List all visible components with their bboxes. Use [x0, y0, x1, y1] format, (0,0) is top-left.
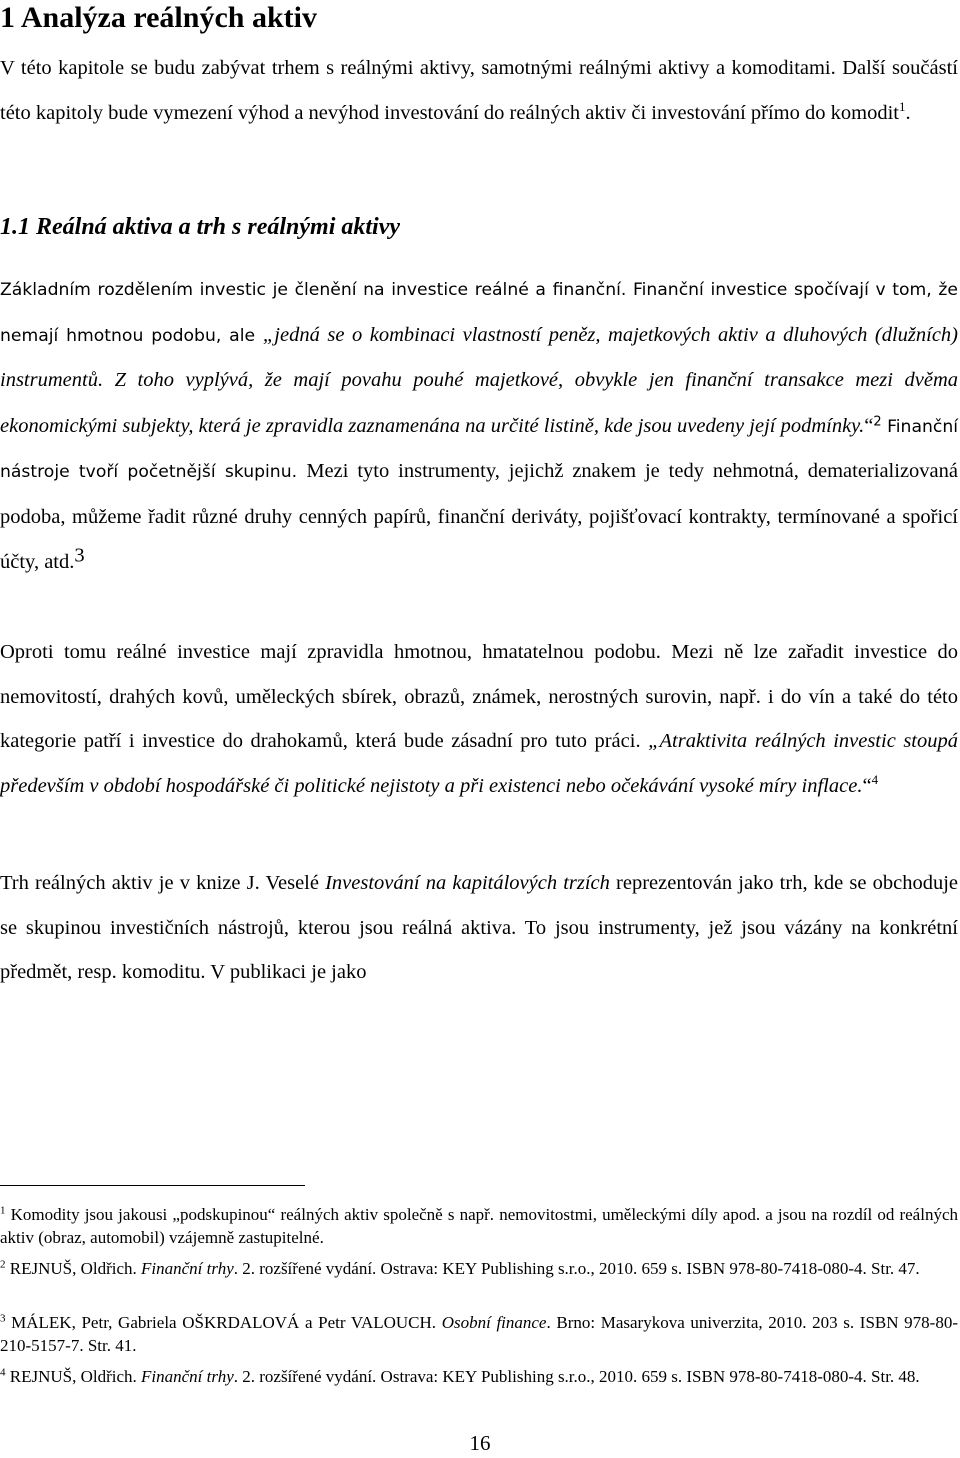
- footnote-4: $^4$ REJNUŠ, Oldřich. Finanční trhy. 2. rozšířené vydání. Ostrava: KEY Publishing s.r.o., 2010. 659 s. ISBN 978-80-7418-080-4. Str. 48.: [0, 1366, 920, 1386]
- footnote-ref-4[interactable]: 4: [871, 771, 879, 787]
- intro-text: V této kapitole se budu zabývat trhem s reálnými aktivy, samotnými reálnými aktivy a komoditami. Další součástí této kapitoly bude vymezení výhod a nevýhod investování do reálných aktiv či investování přímo do komodit: [0, 57, 958, 124]
- book-title: Investování na kapitálových trzích: [325, 872, 610, 894]
- section-paragraph-1: Základním rozdělením investic je členění na investice reálné a finanční. Finanční investice spočívají v tom, že nemají hmotnou podobu, ale „jedná se o kombinaci vlastností peněz, majetkových aktiv a dluhových (dlužních) instrumentů. Z toho vyplývá, že mají povahu pouhé majetkové, obvykle jen finanční transakce mezi dvěma ekonomickými subjekty, která je zpravidla zaznamenána na určité listině, kde jsou uvedeny její podmínky.“$^2$ Finanční nástroje tvoří početnější skupinu. Mezi tyto instrumenty, jejichž znakem je tedy nehmotná, dematerializovaná podoba, můžeme řadit různé druhy cenných papírů, finanční deriváty, pojišťovací kontrakty, termínované a spořicí účty, atd.$^3$: [0, 280, 958, 573]
- footnote-separator: [0, 1185, 305, 1186]
- footnote-1: $^1$ Komodity jsou jakousi „podskupinou“ reálných aktiv společně s např. nemovitostmi, uměleckými díly apod. a jsou na rozdíl od reálných aktiv (obraz, automobil) vzájemně zastupitelné.: [0, 1204, 958, 1247]
- section-paragraph-3: Trh reálných aktiv je v knize J. Veselé Investování na kapitálových trzích reprezentován jako trh, kde se obchoduje se skupinou investičních nástrojů, kterou jsou reálná aktiva. To jsou instrumenty, jež jsou vázány na konkrétní předmět, resp. komoditu. V publikaci je jako: [0, 872, 959, 983]
- chapter-intro-paragraph: V této kapitole se budu zabývat trhem s reálnými aktivy, samotnými reálnými aktivy a komoditami. Další součástí této kapitoly bude vymezení výhod a nevýhod investování do reálných aktiv či investování přímo do komodit$^1$.: [0, 57, 958, 124]
- footnote-ref-3[interactable]: 3: [74, 544, 85, 567]
- footnote-3: $^3$ MÁLEK, Petr, Gabriela OŠKRDALOVÁ a Petr VALOUCH. Osobní finance. Brno: Masarykova univerzita, 2010. 203 s. ISBN 978-80-210-5157-7. Str. 41.: [0, 1312, 958, 1355]
- section-paragraph-2: Oproti tomu reálné investice mají zpravidla hmotnou, hmatatelnou podobu. Mezi ně lze zařadit investice do nemovitostí, drahých kovů, uměleckých sbírek, obrazů, známek, nerostných surovin, např. i do vín a také do této kategorie patří i investice do drahokamů, která bude zásadní pro tuto práci. „Atraktivita reálných investic stoupá především v období hospodářské či politické nejistoty a při existenci nebo očekávání vysoké míry inflace.“$^4$: [0, 641, 958, 797]
- chapter-title: 1 Analýza reálných aktiv: [0, 1, 317, 34]
- quote-real-investments: „Atraktivita reálných investic stoupá především v období hospodářské či politické nejistoty a při existenci nebo očekávání vysoké míry inflace.: [0, 730, 958, 797]
- footnote-2: $^2$ REJNUŠ, Oldřich. Finanční trhy. 2. rozšířené vydání. Ostrava: KEY Publishing s.r.o., 2010. 659 s. ISBN 978-80-7418-080-4. Str. 47.: [0, 1258, 920, 1278]
- footnote-ref-2[interactable]: 2: [873, 413, 882, 429]
- quote-financial-investments: „jedná se o kombinaci vlastností peněz, majetkových aktiv a dluhových (dlužních) instrumentů. Z toho vyplývá, že mají povahu pouhé majetkové, obvykle jen finanční transakce mezi dvěma ekonomickými subjekty, která je zpravidla zaznamenána na určité listině, kde jsou uvedeny její podmínky.: [0, 323, 958, 437]
- page-number: 16: [469, 1431, 491, 1455]
- footnote-ref-1[interactable]: 1: [898, 98, 906, 114]
- section-title: 1.1 Reálná aktiva a trh s reálnými aktivy: [0, 214, 400, 240]
